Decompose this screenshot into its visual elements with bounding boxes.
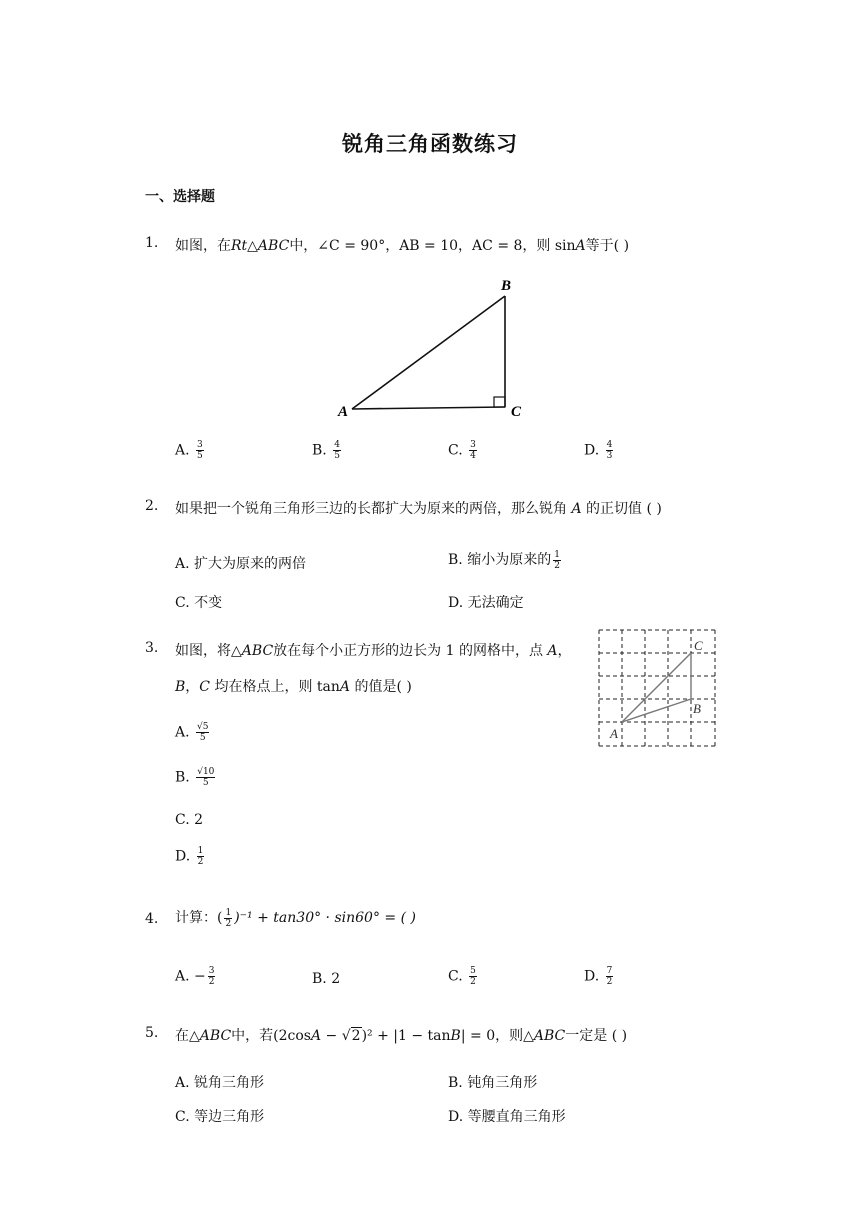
q2-option-b-den: 2 [554,560,560,571]
q3-line2-mid: 均在格点上，则 tan [214,679,340,695]
q4-option-a[interactable] [175,966,217,987]
q4-option-c-num: 5 [470,966,476,976]
q3-text-line2 [175,676,412,696]
q4-option-a-den: 2 [208,977,215,987]
q4-text [175,907,416,929]
q1-option-b-den: 5 [334,451,340,461]
q1-option-b-num: 4 [334,440,340,450]
q1-option-b[interactable] [312,440,343,461]
q1-option-a-letter: A. [175,442,190,459]
q5-text-post1: )² + |1 − tan [361,1028,451,1044]
q4-option-a-num: 3 [208,966,215,976]
q4-option-d-num: 7 [606,966,613,976]
q3-line1-end: ， [557,643,572,659]
q5-angle-A: A [310,1028,322,1044]
q3-grid-figure [598,628,720,750]
q1-option-d-letter: D. [584,442,600,459]
q3-line2-C: C [199,679,211,695]
q3-option-a[interactable] [175,722,211,743]
q1-option-d-num: 4 [606,440,613,450]
q5-number: 5. [145,1025,159,1041]
q3-line2-B: B [175,679,186,695]
q1-triangle: Rt△ABC [231,238,290,254]
q5-option-c[interactable]: C. 等边三角形 [175,1109,265,1125]
q2-text [175,498,662,518]
q5-text-pre: 在△ [175,1028,200,1044]
q4-option-d-den: 2 [606,977,613,987]
q1-text-pre: 如图，在 [175,238,231,254]
q3-label-A: A [610,726,618,741]
q3-triangle: ABC [241,643,274,659]
q5-option-a[interactable]: A. 锐角三角形 [175,1075,265,1091]
q5-text-mid: 中，若(2cos [231,1028,311,1044]
q1-text [175,235,629,255]
q2-option-b[interactable] [448,549,563,571]
q3-option-a-letter: A. [175,724,190,741]
page-title: 锐角三角函数练习 [342,132,518,156]
q2-option-a[interactable]: A. 扩大为原来的两倍 [175,556,307,572]
q1-option-c-num: 3 [470,440,476,450]
q1-label-C: C [511,404,522,420]
q3-option-d-letter: D. [175,848,191,865]
q1-text-post: 等于( ) [585,238,630,254]
q4-frac-den: 2 [225,918,232,929]
q1-triangle-figure [330,272,530,422]
q4-option-d-letter: D. [584,968,600,985]
q1-number: 1. [145,235,159,251]
q3-option-a-num: √5 [197,722,209,732]
q2-option-b-text: B. 缩小为原来的 [448,552,552,568]
q1-option-c-letter: C. [448,442,463,459]
q2-angle-A: A [571,501,582,517]
q2-text-post: 的正切值 ( ) [586,501,662,517]
q3-line2-post: 的值是( ) [354,679,412,695]
q4-option-a-letter: A. − [175,968,206,985]
q2-text-pre: 如果把一个锐角三角形三边的长都扩大为原来的两倍，那么锐角 [175,501,567,517]
q3-option-d[interactable] [175,846,206,867]
q3-option-b-letter: B. [175,769,190,786]
q3-line1-A: A [547,643,558,659]
q5-sqrt-radicand: 2 [351,1028,361,1044]
q2-option-d[interactable]: D. 无法确定 [448,595,524,611]
q1-option-d[interactable] [584,440,615,461]
q3-label-C: C [694,638,703,653]
q1-option-a-num: 3 [197,440,203,450]
q4-option-d[interactable] [584,966,615,987]
q5-option-b[interactable]: B. 钝角三角形 [448,1075,538,1091]
q1-option-a-den: 5 [197,451,203,461]
q1-option-b-letter: B. [312,442,327,459]
q1-option-c-den: 4 [470,451,476,461]
q5-triangle-2: ABC [533,1028,566,1044]
q5-angle-B: B [450,1028,461,1044]
q4-option-c-letter: C. [448,968,463,985]
q4-number: 4. [145,911,159,927]
q1-label-B: B [501,278,512,294]
q2-option-b-num: 1 [554,549,560,560]
q3-option-b[interactable] [175,767,217,788]
q1-text-mid: 中，∠C = 90°，AB = 10，AC = 8，则 sin [289,238,576,254]
q5-text-post2: | = 0，则△ [460,1028,534,1044]
q1-option-c[interactable] [448,440,479,461]
q3-option-b-den: 5 [202,778,209,788]
q5-sqrt-sign: − √ [321,1028,351,1044]
q3-line1-post: 放在每个小正方形的边长为 1 的网格中，点 [273,643,543,659]
q1-option-a[interactable] [175,440,206,461]
q3-option-a-den: 5 [199,733,206,743]
q4-option-b[interactable]: B. 2 [312,971,341,987]
q3-line2-sep: ， [185,679,200,695]
q3-side-AB [622,699,691,722]
q3-label-B: B [693,701,701,716]
q1-label-A: A [338,404,349,420]
q2-number: 2. [145,498,159,514]
q4-frac-num: 1 [225,907,232,918]
section-heading: 一、选择题 [145,189,215,205]
q3-text-line1 [175,640,572,660]
q3-line1-pre: 如图，将△ [175,643,242,659]
q3-option-b-num: √10 [197,767,215,777]
q5-option-d[interactable]: D. 等腰直角三角形 [448,1109,566,1125]
q3-option-d-num: 1 [197,846,204,856]
q3-side-AC [622,653,691,722]
q3-option-d-den: 2 [197,857,204,867]
q3-option-c[interactable]: C. 2 [175,812,204,828]
q5-text [175,1025,627,1045]
q3-number: 3. [145,640,159,656]
q1-option-d-den: 3 [606,451,613,461]
q3-line2-A: A [339,679,351,695]
q1-angle-A: A [575,238,586,254]
q4-text-post: )⁻¹ + tan30° · sin60° = ( ) [234,910,416,926]
q4-option-c-den: 2 [470,977,476,987]
q2-option-c[interactable]: C. 不变 [175,595,223,611]
q4-text-pre: 计算：( [175,910,223,926]
q1-right-angle-mark [494,397,505,407]
q5-triangle: ABC [199,1028,232,1044]
q1-side-AB [352,296,505,409]
q5-text-end: 一定是 ( ) [565,1028,628,1044]
q4-option-c[interactable] [448,966,479,987]
q1-side-AC [352,407,505,409]
